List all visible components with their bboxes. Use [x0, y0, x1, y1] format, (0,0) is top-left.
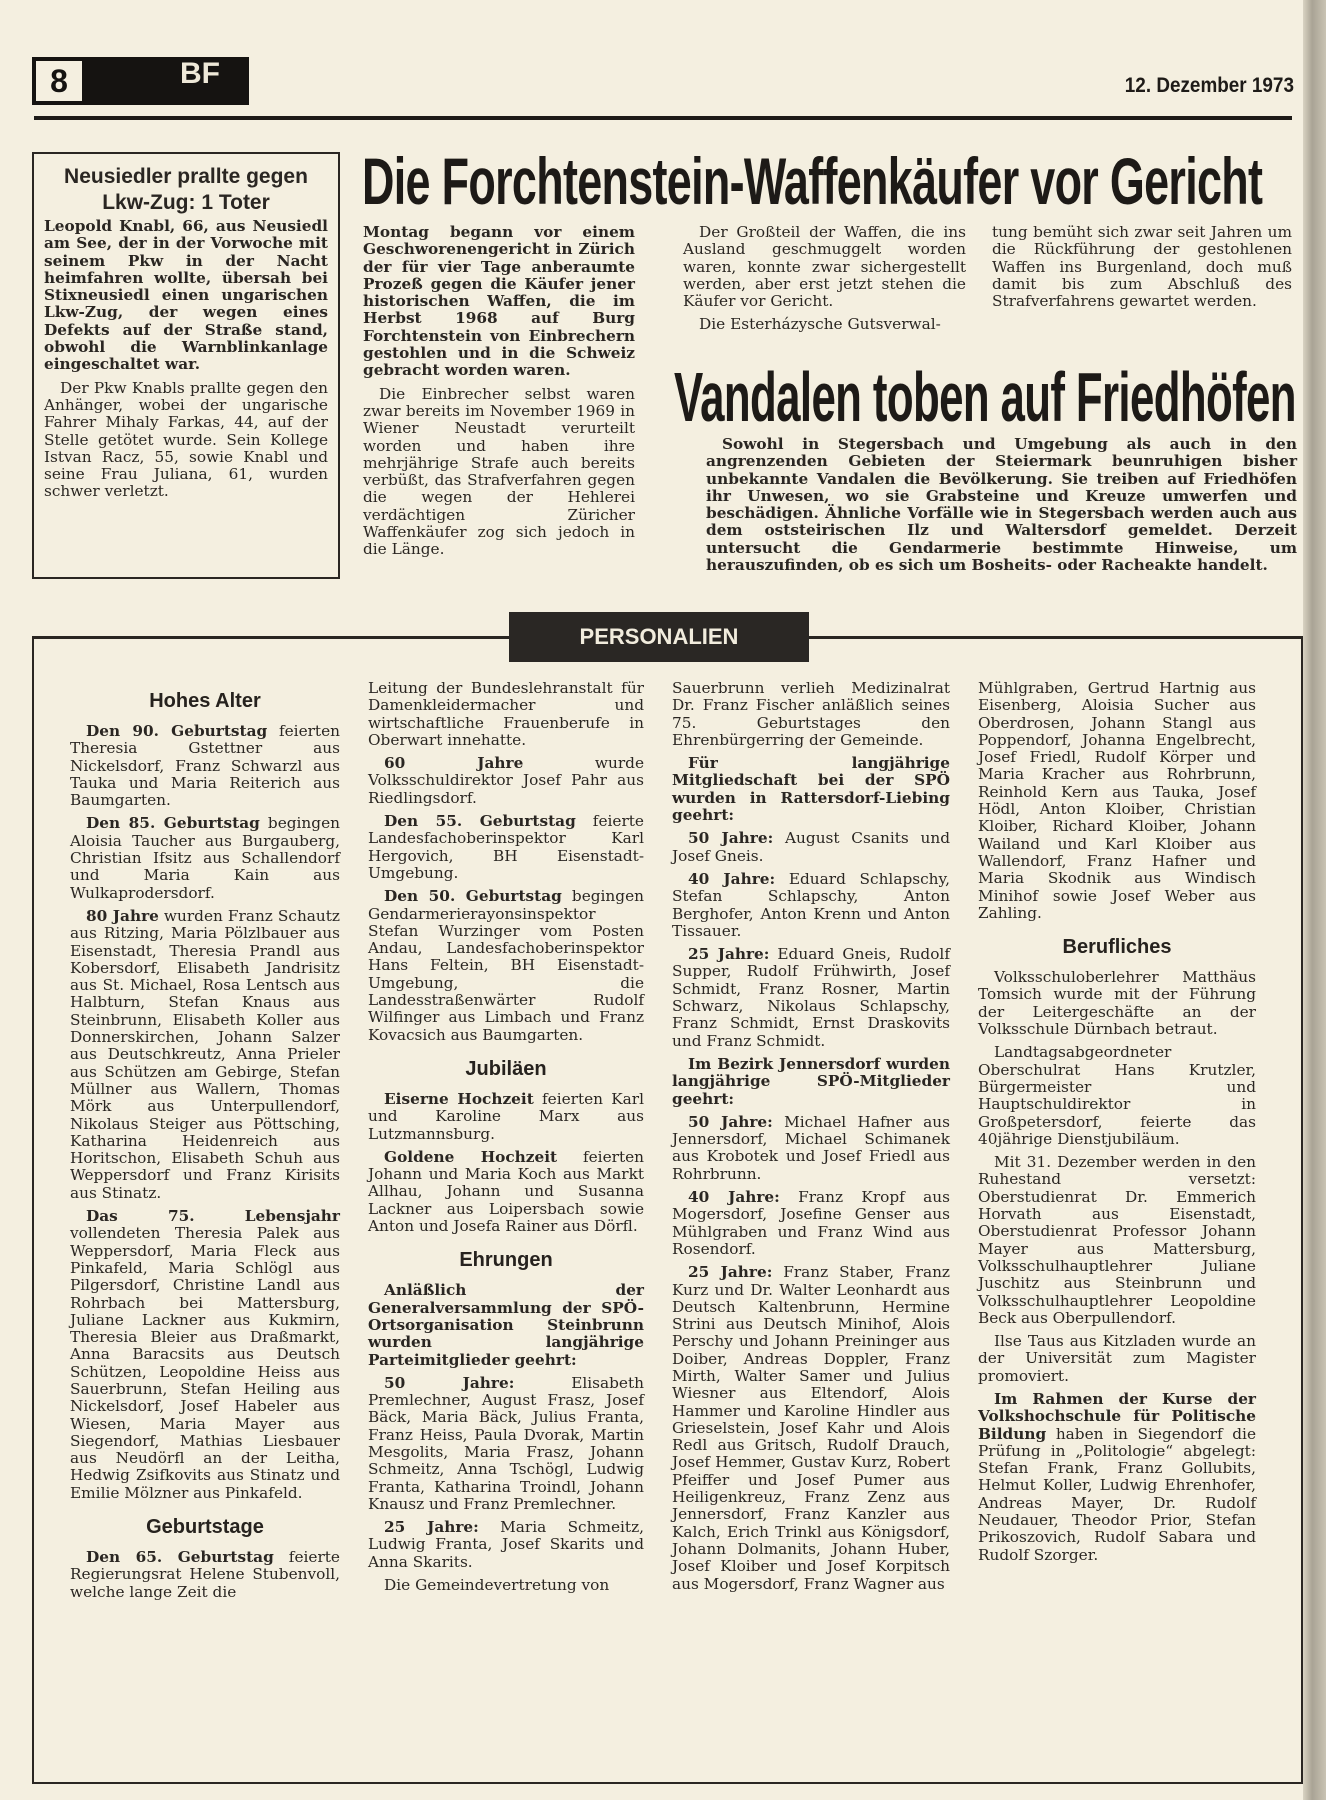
- paragraph: [978, 1154, 1256, 1327]
- paragraph: [683, 224, 966, 310]
- paragraph-text: begingen Aloisia Taucher aus Burgauberg, Christian Ifsitz aus Schallendorf und Maria Kain aus Wulkaprodersdorf.: [70, 814, 340, 902]
- paragraph-text: feierten Theresia Gstettner aus Nickelsdorf, Franz Schwarzl aus Tauka und Maria Reiterich aus Baumgarten.: [70, 722, 340, 810]
- section-label: BF: [180, 57, 220, 90]
- paragraph-lead: 50 Jahre:: [384, 1373, 515, 1392]
- paragraph-text: feierten Karl und Karoline Marx aus Lutzmannsburg.: [368, 1089, 644, 1143]
- crash-headline: Neusiedler prallte gegen Lkw-Zug: 1 Toter: [64, 165, 308, 214]
- paragraph-lead: Im Rahmen der Kurse der Volkshochschule für Politische Bildung: [978, 1389, 1256, 1443]
- paragraph: [368, 888, 644, 1044]
- paragraph-text: Franz Kropf aus Mogersdorf, Josefine Genser aus Mühlgraben und Franz Wind aus Rosendorf.: [672, 1188, 950, 1258]
- weapons-col-2: [683, 224, 966, 340]
- page-edge-shadow: [1303, 0, 1326, 1800]
- paragraph-lead: 40 Jahre:: [688, 1188, 780, 1207]
- paragraph-text: vollendeten Theresia Palek aus Weppersdorf, Maria Fleck aus Pinkafeld, Maria Schlögl aus Pilgersdorf, Christine Landl aus Rohrbach bei Mattersburg, Juliane Lackner aus Kukmirn, Theresia Bleier aus Draßmarkt, Anna Baracsits aus Deutsch Schützen, Leopoldine Heiss aus Sauerbrunn, Stefan Heiling aus Nickelsdorf, Josef Habeler aus Wiesen, Maria Mayer aus Siegendorf, Mathias Liesbauer aus Neudörfl an der Leitha, Hedwig Zsifkovits aus Stinatz und Emilie Mölzner aus Pinkafeld.: [70, 1224, 340, 1502]
- paragraph-text: Die Einbrecher selbst waren zwar bereits im November 1969 in Wiener Neustadt verurteilt worden und haben ihre mehrjährige Strafe auch bereits verbüßt, das Strafverfahren gegen die wegen der Hehlerei verdächtigen Züricher Waffenkäufer zog sich jedoch in die Länge.: [363, 384, 635, 559]
- paragraph: [672, 680, 950, 749]
- paragraph: [363, 386, 635, 559]
- paragraph: [978, 969, 1256, 1038]
- paragraph-text: Für langjährige Mitgliedschaft bei der SPÖ wurden in Rattersdorf-Liebing geehrt:: [672, 754, 950, 825]
- paragraph: [672, 755, 950, 824]
- paragraph-text: Landtagsabgeordneter Oberschulrat Hans Krutzler, Bürgermeister und Hauptschuldirektor in Großpetersdorf, feierte das 40jährige Dienstjubiläum.: [978, 1043, 1256, 1148]
- paragraph-text: Franz Staber, Franz Kurz und Dr. Walter Leonhardt aus Deutsch Kaltenbrunn, Hermine Strini aus Deutsch Minihof, Alois Perschy und Johann Preininger aus Doiber, Andreas Doppler, Franz Mirth, Walter Samer und Julius Wiesner aus Eltendorf, Alois Hammer und Karoline Hindler aus Grieselstein, Josef Kahr und Alois Redl aus Gritsch, Rudolf Drauch, Josef Hemmer, Gustav Kurz, Robert Pfeiffer und Josef Pumer aus Heiligenkreuz, Franz Zenz aus Jennersdorf, Franz Kanzler aus Kalch, Erich Trinkl aus Königsdorf, Johann Dolmanits, Johann Huber, Josef Kloiber und Josef Korpitsch aus Mogersdorf, Franz Wagner aus: [672, 1263, 950, 1593]
- paragraph-text: Maria Schmeitz, Ludwig Franta, Josef Skarits und Anna Skarits.: [368, 1518, 644, 1571]
- paragraph: [978, 1044, 1256, 1148]
- crash-article-box: [32, 152, 340, 579]
- paragraph-lead: Den 90. Geburtstag: [86, 722, 268, 740]
- paragraph-lead: Eiserne Hochzeit: [384, 1089, 534, 1108]
- paragraph-text: feierte Regierungsrat Helene Stubenvoll, welche lange Zeit die: [70, 1548, 340, 1601]
- section-heading: Hohes Alter: [149, 690, 261, 712]
- paragraph-lead: 60 Jahre: [384, 754, 524, 773]
- paragraph-text: August Csanits und Josef Gneis.: [672, 829, 950, 865]
- paragraph-text: begingen Gendarmerierayonsinspektor Stefan Wurzinger vom Posten Andau, Landesfachoberinspektor Hans Feltein, BH Eisenstadt-Umgebung, die Landesstraßenwärter Rudolf Wilfinger aus Limbach und Franz Kovacsich aus Baumgarten.: [368, 887, 644, 1044]
- paragraph: [44, 380, 328, 501]
- paragraph-lead: 25 Jahre:: [688, 1263, 773, 1282]
- paragraph: [70, 723, 340, 809]
- paragraph: [368, 680, 644, 749]
- paragraph: [368, 1282, 644, 1368]
- paragraph-lead: 50 Jahre:: [688, 829, 774, 848]
- paragraph: [672, 1056, 950, 1108]
- paragraph: [368, 1577, 644, 1594]
- section-heading: Jubiläen: [465, 1057, 547, 1080]
- personalien-col-2: [368, 680, 644, 1600]
- paragraph: [672, 1189, 950, 1258]
- page-folio: [32, 57, 249, 105]
- paragraph: [368, 1149, 644, 1235]
- vandal-body: [706, 436, 1297, 580]
- paragraph-lead: 40 Jahre:: [688, 869, 776, 888]
- weapons-headline: Die Forchtenstein-Waffenkäufer vor Gericht: [362, 144, 1263, 218]
- paragraph: [44, 218, 328, 374]
- paragraph-text: Volksschuloberlehrer Matthäus Tomsich wurde mit der Führung der Leitergeschäfte an der Volksschule Dürnbach betraut.: [978, 968, 1256, 1039]
- personalien-banner: PERSONALIEN: [509, 612, 809, 662]
- weapons-col-1: [363, 224, 635, 565]
- crash-body: [44, 218, 328, 501]
- paragraph-text: haben in Siegendorf die Prüfung in „Politologie“ abgelegt: Stefan Frank, Franz Gollubits, Helmut Koller, Ludwig Ehrenhofer, Andreas Mayer, Dr. Rudolf Neudauer, Theodor Prior, Stefan Prikoszovich, Rudolf Sabara und Rudolf Szorger.: [978, 1424, 1256, 1564]
- paragraph: [368, 1375, 644, 1513]
- paragraph: [368, 755, 644, 807]
- paragraph-text: Die Esterházysche Gutsverwal-: [699, 315, 941, 334]
- paragraph-lead: Den 50. Geburtstag: [384, 887, 562, 906]
- paragraph-text: Die Gemeindevertretung von: [384, 1576, 610, 1595]
- paragraph: [368, 813, 644, 882]
- paragraph-lead: Das 75. Lebensjahr: [86, 1207, 340, 1226]
- issue-date: 12. Dezember 1973: [1124, 74, 1294, 97]
- paragraph: [70, 1549, 340, 1601]
- paragraph: [992, 224, 1292, 310]
- paragraph-lead: Goldene Hochzeit: [384, 1147, 558, 1166]
- paragraph-text: Anläßlich der Generalversammlung der SPÖ-Ortsorganisation Steinbrunn wurden langjährige Parteimitglieder geehrt:: [368, 1281, 644, 1369]
- paragraph-lead: Den 65. Geburtstag: [86, 1548, 274, 1567]
- vandal-headline: Vandalen toben auf Friedhöfen: [674, 358, 1296, 436]
- paragraph-text: Eduard Gneis, Rudolf Supper, Rudolf Frühwirth, Josef Schmidt, Franz Rosner, Martin Schwarz, Nikolaus Schlapschy, Franz Schmidt, Ernst Draskovits und Franz Schmidt.: [672, 945, 950, 1050]
- paragraph-lead: 50 Jahre:: [688, 1112, 773, 1131]
- paragraph-text: feierte Landesfachoberinspektor Karl Hergovich, BH Eisenstadt-Umgebung.: [368, 812, 644, 882]
- personalien-col-1: [70, 676, 340, 1607]
- section-heading: Ehrungen: [459, 1249, 553, 1272]
- paragraph-text: Der Großteil der Waffen, die ins Ausland geschmuggelt worden waren, konnte zwar sichergestellt werden, aber erst jetzt stehen die Käufer vor Gericht.: [683, 223, 966, 311]
- paragraph-text: Der Pkw Knabls prallte gegen den Anhänger, wobei der ungarische Fahrer Mihaly Farkas, 44, auf der Stelle getötet wurde. Sein Kollege Istvan Racz, 55, sowie Knabl und seine Frau Juliana, 61, wurden schwer verletzt.: [44, 378, 328, 501]
- paragraph: [368, 1091, 644, 1143]
- paragraph: [978, 680, 1256, 922]
- paragraph-lead: 25 Jahre:: [384, 1518, 479, 1537]
- weapons-col-3: [992, 224, 1292, 316]
- paragraph: [363, 224, 635, 380]
- paragraph-text: Im Bezirk Jennersdorf wurden langjährige SPÖ-Mitglieder geehrt:: [672, 1054, 950, 1108]
- paragraph-text: Elisabeth Premlechner, August Frasz, Josef Bäck, Maria Bäck, Julius Franta, Franz Heiss, Paula Dvorak, Martin Mesgolits, Maria Frasz, Johann Schmeitz, Anna Tschögl, Ludwig Franta, Katharina Troindl, Johann Knausz und Franz Premlechner.: [368, 1373, 644, 1513]
- paragraph: [70, 908, 340, 1202]
- section-heading: Geburtstage: [146, 1516, 264, 1539]
- paragraph-lead: 80 Jahre: [86, 906, 159, 925]
- paragraph-text: Sauerbrunn verlieh Medizinalrat Dr. Franz Fischer anläßlich seines 75. Geburtstages den Ehrenbürgerring der Gemeinde.: [672, 679, 950, 749]
- paragraph-text: tung bemüht sich zwar seit Jahren um die Rückführung der gestohlenen Waffen ins Burgenland, doch muß damit bis zum Abschluß des Strafverfahrens gewartet werden.: [992, 223, 1292, 311]
- section-heading: Berufliches: [1062, 936, 1172, 959]
- paragraph: [368, 1519, 644, 1571]
- page-number: 8: [36, 61, 82, 101]
- paragraph: [70, 1208, 340, 1502]
- paragraph: [978, 1391, 1256, 1564]
- paragraph: [672, 1114, 950, 1183]
- paragraph: [672, 1264, 950, 1593]
- paragraph-text: Leitung der Bundeslehranstalt für Damenkleidermacher und wirtschaftliche Frauenberufe in Oberwart innehatte.: [368, 679, 644, 749]
- paragraph: [683, 316, 966, 333]
- paragraph: [706, 436, 1297, 574]
- paragraph-text: Sowohl in Stegersbach und Umgebung als auch in den angrenzenden Gebieten der Steiermark beunruhigen bisher unbekannte Vandalen die Bevölkerung. Sie treiben auf Friedhöfen ihr Unwesen, wo sie Grabsteine und Kreuze umwerfen und beschädigen. Ähnliche Vorfälle wie in Stegersbach werden auch aus dem oststeirischen Ilz und Waltersdorf gemeldet. Derzeit untersucht die Gendarmerie bestimmte Hinweise, um herauszufinden, ob es sich um Bosheits- oder Racheakte handelt.: [706, 435, 1297, 575]
- paragraph-text: Mühlgraben, Gertrud Hartnig aus Eisenberg, Aloisia Sucher aus Oberdrosen, Johann Stangl aus Poppendorf, Johanna Engelbrecht, Josef Friedl, Rudolf Körper und Maria Kracher aus Rohrbrunn, Reinhold Kern aus Tauka, Josef Hödl, Anton Kloiber, Christian Kloiber, Richard Kloiber, Johann Wailand und Karl Kloiber aus Wallendorf, Franz Hafner und Maria Skodnik aus Windisch Minihof sowie Josef Weber aus Zahling.: [978, 679, 1256, 922]
- paragraph-text: Michael Hafner aus Jennersdorf, Michael Schimanek aus Krobotek und Josef Friedl aus Rohrbrunn.: [672, 1112, 950, 1183]
- personalien-col-3: [672, 680, 950, 1599]
- paragraph-lead: Den 85. Geburtstag: [86, 814, 260, 833]
- personalien-col-4: [978, 680, 1256, 1570]
- paragraph: [672, 946, 950, 1050]
- paragraph: [672, 830, 950, 865]
- paragraph-text: wurden Franz Schautz aus Ritzing, Maria Pölzlbauer aus Eisenstadt, Theresia Prandl aus Kobersdorf, Elisabeth Jandrisitz aus St. Michael, Rosa Lentsch aus Halbturn, Stefan Knaus aus Steinbrunn, Elisabeth Koller aus Donnerskirchen, Johann Salzer aus Deutschkreutz, Anna Prieler aus Schützen am Gebirge, Stefan Müllner aus Wallern, Thomas Mörk aus Unterpullendorf, Nikolaus Steiger aus Pöttsching, Katharina Heidenreich aus Horitschon, Elisabeth Schuh aus Weppersdorf und Franz Kirisits aus Stinatz.: [70, 906, 340, 1202]
- paragraph-lead: 25 Jahre:: [688, 945, 770, 964]
- paragraph-text: Leopold Knabl, 66, aus Neusiedl am See, der in der Vorwoche mit seinem Pkw in der Nacht heimfahren wollte, übersah bei Stixneusiedl einen ungarischen Lkw-Zug, der wegen eines Defekts auf der Straße stand, obwohl die Warnblinkanlage eingeschaltet war.: [44, 217, 328, 374]
- paragraph-text: Eduard Schlapschy, Stefan Schlapschy, Anton Berghofer, Anton Krenn und Anton Tissauer.: [672, 869, 950, 940]
- paragraph-text: wurde Volksschuldirektor Josef Pahr aus Riedlingsdorf.: [368, 754, 644, 807]
- header-rule: [34, 116, 1292, 120]
- paragraph-text: Ilse Taus aus Kitzladen wurde an der Universität zum Magister promoviert.: [978, 1332, 1256, 1385]
- paragraph: [70, 815, 340, 901]
- paragraph-text: Montag begann vor einem Geschworenengericht in Zürich der für vier Tage anberaumte Prozeß gegen die Käufer jener historischen Waffen, die im Herbst 1968 auf Burg Forchtenstein von Einbrechern gestohlen und in die Schweiz gebracht worden waren.: [363, 223, 635, 380]
- paragraph: [978, 1333, 1256, 1385]
- paragraph: [672, 871, 950, 940]
- paragraph-lead: Den 55. Geburtstag: [384, 812, 576, 831]
- paragraph-text: Mit 31. Dezember werden in den Ruhestand versetzt: Oberstudienrat Dr. Emmerich Horvath aus Eisenstadt, Oberstudienrat Professor Johann Mayer aus Mattersburg, Volksschulhauptlehrer Juliane Juschitz aus Steinbrunn und Volksschulhauptlehrer Leopoldine Beck aus Oberpullendorf.: [978, 1153, 1256, 1327]
- paragraph-text: feierten Johann und Maria Koch aus Markt Allhau, Johann und Susanna Lackner aus Loipersbach sowie Anton und Josefa Rainer aus Dörfl.: [368, 1147, 644, 1236]
